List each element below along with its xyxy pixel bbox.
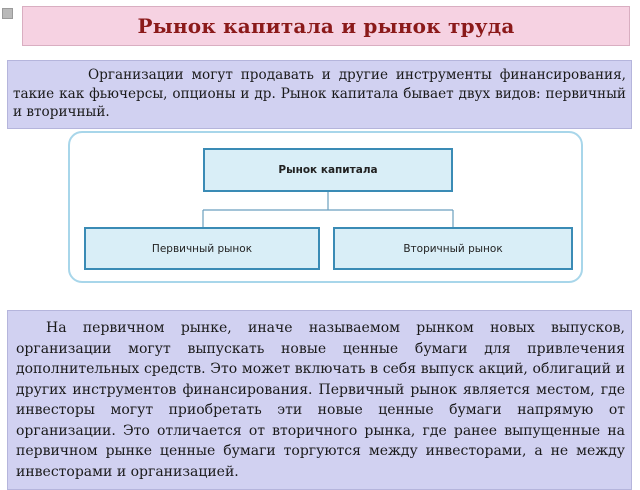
body-paragraph: На первичном рынке, иначе называемом рынком новых выпусков, организации могут выпускать новые ценные бумаги для привлечения дополнительных средств. Это может включать в себя выпуск акций, облигаций и других инструментов финансирования. Первичный рынок является местом, где инвесторы могут приобретать эти новые ценные бумаги напрямую от организации. Это отличается от вторичного рынка, где ранее выпущенные на первичном рынке ценные бумаги торгуются между инвесторами, а не между инвесторами и организацией. — [16, 320, 625, 480]
intro-paragraph: Организации могут продавать и другие инструменты финансирования, такие как фьючерсы, опционы и др. Рынок капитала бывает двух видов: первичный и вторичный. — [13, 67, 626, 120]
node-primary-market: Первичный рынок — [84, 227, 320, 270]
slide-title: Рынок капитала и рынок труда — [137, 14, 515, 38]
bullet-marker — [2, 8, 13, 19]
node-secondary-market: Вторичный рынок — [333, 227, 573, 270]
body-panel — [7, 310, 632, 490]
intro-panel — [7, 60, 632, 129]
node-capital-market: Рынок капитала — [203, 148, 453, 192]
title-banner — [22, 6, 630, 46]
